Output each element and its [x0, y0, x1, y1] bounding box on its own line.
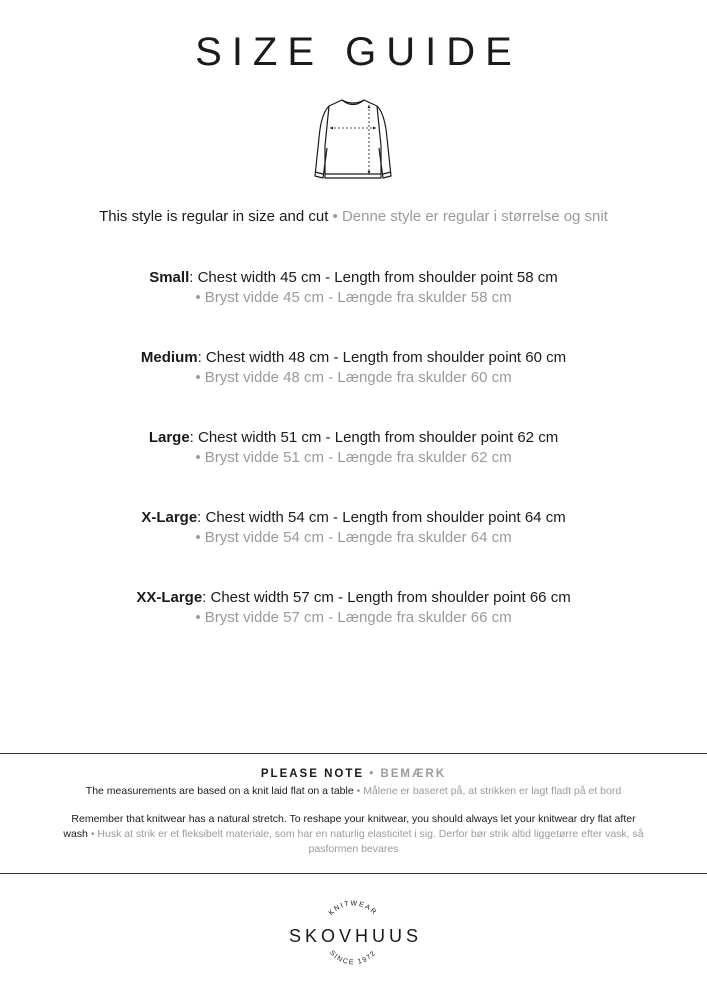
- page-title: SIZE GUIDE: [195, 30, 522, 74]
- note-danish: • Husk at strik er et fleksibelt materiale, som har en naturlig elasticitet i sig. Derfor bør strik altid liggetørre efter vask, så pasformen bevares: [90, 828, 644, 855]
- size-english: : Chest width 54 cm - Length from shoulder point 64 cm: [197, 509, 566, 526]
- intro-danish: • Denne style er regular i størrelse og snit: [332, 208, 608, 225]
- size-name: Large: [148, 429, 190, 446]
- size-name: Small: [149, 269, 190, 286]
- bottom-divider: [0, 873, 707, 874]
- size-danish: • Bryst vidde 51 cm - Længde fra skulder 62 cm: [195, 449, 512, 466]
- note-title-danish: • BEMÆRK: [369, 768, 447, 780]
- size-medium: [0, 348, 707, 388]
- note-line-measurements: [60, 784, 647, 799]
- note-english: The measurements are based on a knit laid flat on a table: [85, 785, 354, 797]
- size-danish: • Bryst vidde 48 cm - Længde fra skulder 60 cm: [195, 369, 512, 386]
- size-name: Medium: [140, 349, 198, 366]
- size-danish: • Bryst vidde 54 cm - Længde fra skulder 64 cm: [195, 529, 512, 546]
- size-english: : Chest width 57 cm - Length from shoulder point 66 cm: [202, 589, 571, 606]
- note-title: [0, 768, 707, 780]
- note-danish: • Målene er baseret på, at strikken er lagt fladt på et bord: [356, 785, 622, 797]
- note-title-english: PLEASE NOTE: [260, 768, 365, 780]
- intro-text: [0, 208, 707, 225]
- size-english: : Chest width 51 cm - Length from shoulder point 62 cm: [189, 429, 559, 446]
- top-divider: [0, 753, 707, 754]
- size-large: [0, 428, 707, 468]
- svg-text:SINCE 1972: SINCE 1972: [328, 949, 378, 967]
- note-english: Remember that knitwear has a natural stretch. To reshape your knitwear, you should always let your knitwear dry flat after wash: [63, 813, 636, 840]
- size-english: : Chest width 48 cm - Length from shoulder point 60 cm: [197, 349, 567, 366]
- svg-text:KNITWEAR: KNITWEAR: [327, 900, 379, 917]
- intro-english: This style is regular in size and cut: [99, 208, 329, 225]
- size-xx-large: [0, 588, 707, 628]
- size-name: X-Large: [141, 509, 198, 526]
- size-small: [0, 268, 707, 308]
- brand-name: SKOVHUUS: [288, 926, 423, 946]
- sweater-icon: [311, 98, 395, 184]
- size-danish: • Bryst vidde 45 cm - Længde fra skulder 58 cm: [195, 289, 512, 306]
- size-english: : Chest width 45 cm - Length from shoulder point 58 cm: [189, 269, 558, 286]
- note-line-stretch: [60, 812, 647, 857]
- size-danish: • Bryst vidde 57 cm - Længde fra skulder 66 cm: [195, 609, 512, 626]
- size-name: XX-Large: [136, 589, 203, 606]
- size-x-large: [0, 508, 707, 548]
